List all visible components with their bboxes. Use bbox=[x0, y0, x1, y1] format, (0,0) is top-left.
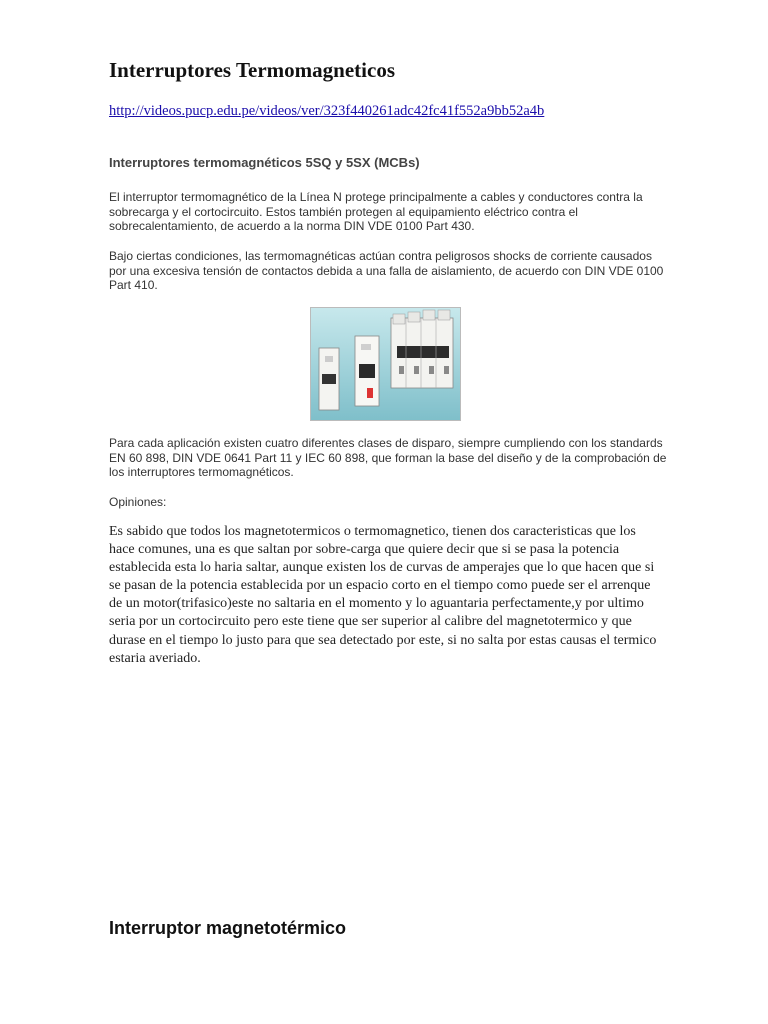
opinion-paragraph: Es sabido que todos los magnetotermicos o termomagnetico, tienen dos caracteristicas que los hace comunes, una es que saltan por sobre-carga que quiere decir que si se pasa la potencia establecida esta lo haria saltar, aunque existen los de curvas de amperajes que lo que hacen que si se pasan de la potencia establecida por un espacio corto en el tiempo como puede ser el arrenque de un motor(trifasico)este no saltaria en el momento y lo aguantaria perfectamente,y por ultimo seria por un cortocircuito pero este tiene que ser superior al calibre del magnetotermico y que durase en el tiempo lo justo para que sea detectado por este, si no salta por estas causas el termico estaria averiado. bbox=[109, 524, 657, 666]
paragraph-protection: El interruptor termomagnético de la Línea N protege principalmente a cables y conductores contra la sobrecarga y el cortocircuito. Estos también protegen al equipamiento eléctrico contra el sobrecalentamiento, de acuerdo a la norma DIN VDE 0100 Part 430. bbox=[109, 190, 643, 234]
section-heading: Interruptores termomagnéticos 5SQ y 5SX (MCBs) bbox=[109, 155, 420, 170]
document-title: Interruptores Termomagneticos bbox=[109, 58, 395, 82]
paragraph-standards: Para cada aplicación existen cuatro diferentes clases de disparo, siempre cumpliendo con los standards EN 60 898, DIN VDE 0641 Part 11 y IEC 60 898, que forman la base del diseño y de la comprobación de los interruptores termomagnéticos. bbox=[109, 436, 667, 480]
bottom-heading: Interruptor magnetotérmico bbox=[109, 918, 347, 938]
paragraph-conditions: Bajo ciertas condiciones, las termomagnéticas actúan contra peligrosos shocks de corriente causados por una excesiva tensión de contactos debida a una falla de aislamiento, de acuerdo con DIN VDE 0100 Part 410. bbox=[109, 249, 664, 293]
circuit-breakers-image bbox=[310, 307, 461, 421]
video-link[interactable]: http://videos.pucp.edu.pe/videos/ver/323f440261adc42fc41f552a9bb52a4b bbox=[109, 103, 545, 119]
opinions-label: Opiniones: bbox=[109, 495, 167, 509]
